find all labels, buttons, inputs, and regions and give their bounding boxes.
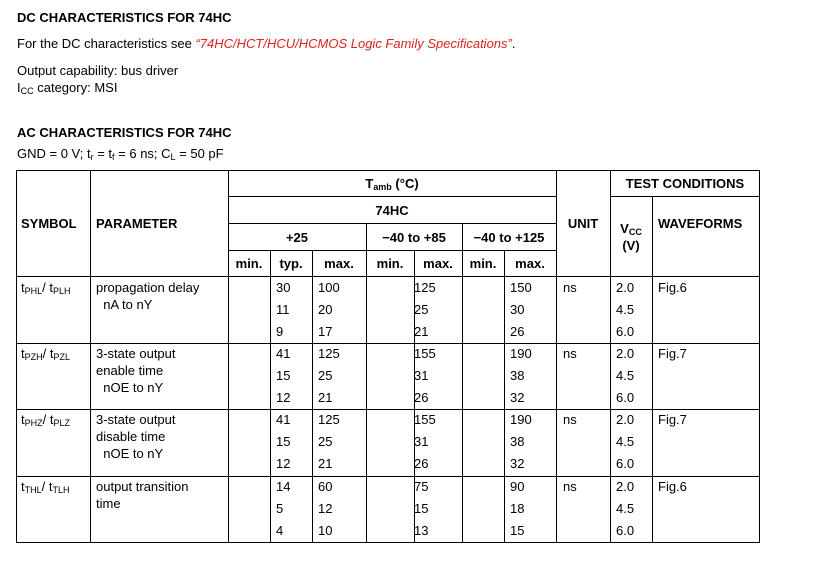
max-85-value: 26 [414,456,429,471]
typ-value: 12 [276,390,291,405]
waveform-ref: Fig.7 [658,346,687,361]
table-border-top [16,170,760,171]
typ-value: 4 [276,523,284,538]
symbol-sym1sub: THL [24,485,42,495]
cond-f: f [112,152,115,162]
symbol-sym1: t [21,479,25,494]
parameter-text: time [96,496,121,511]
rule-row-1 [16,343,760,344]
symbol-sym1sub: PZH [24,352,43,362]
waveform-ref: Fig.6 [658,479,687,494]
max-25-value: 21 [318,456,333,471]
parameter-text: nOE to nY [96,380,164,395]
max-25-value: 25 [318,368,333,383]
max-25-value: 17 [318,324,333,339]
rule-family [228,223,556,224]
symbol-sym1: t [21,346,25,361]
vcc-value: 4.5 [616,434,635,449]
unit-header: UNIT [567,216,599,231]
symbol-sym2: t [49,412,54,427]
symbol-sym1: t [21,412,25,427]
typ-value: 30 [276,280,291,295]
rule-row-2 [16,409,760,410]
vcc-value: 2.0 [616,412,635,427]
vline-min3 [504,250,505,543]
max-25-value: 25 [318,434,333,449]
vcc-value: 4.5 [616,368,635,383]
cond-gnd: GND = 0 V; t [17,146,91,161]
max-25-value: 125 [318,346,340,361]
max-25-value: 125 [318,412,340,427]
parameter-text: nA to nY [96,297,153,312]
max-25-value: 20 [318,302,333,317]
max-25-value: 12 [318,501,333,516]
icc-category [17,80,117,95]
vline-unit [610,170,611,543]
tamb-T: T [365,176,374,191]
ac-heading: AC CHARACTERISTICS FOR 74HC [17,125,232,140]
parameter-text: 3-state output [96,412,176,427]
icc-prefix: I [17,80,21,95]
family-header: 74HC [375,203,409,218]
rule-header-bottom [16,276,760,277]
vcc-V: V [620,221,629,236]
ac-characteristics-table [16,170,760,543]
temp-25-header: +25 [285,230,309,245]
symbol-cell [21,280,71,295]
max-125-value: 32 [510,390,525,405]
unit-value: ns [563,412,577,427]
typ-value: 11 [276,302,290,317]
col-max-125: max. [515,256,545,271]
table-border-bottom [16,542,760,543]
table-border-left [16,170,17,543]
unit-value: ns [563,346,577,361]
max-25-value: 60 [318,479,333,494]
vline-parameter [228,170,229,543]
symbol-header: SYMBOL [21,216,77,231]
symbol-sym2: t [49,346,54,361]
max-85-value: 75 [414,479,429,494]
vcc-header [620,221,642,236]
col-max-85: max. [423,256,453,271]
table-border-right [759,170,760,543]
vcc-value: 6.0 [616,456,635,471]
vcc-value: 6.0 [616,523,635,538]
max-125-value: 18 [510,501,525,516]
col-min-125: min. [469,256,497,271]
max-125-value: 32 [510,456,525,471]
max-25-value: 21 [318,390,333,405]
max-85-value: 21 [414,324,429,339]
max-125-value: 26 [510,324,525,339]
waveforms-header: WAVEFORMS [658,216,743,231]
dc-intro [17,36,515,51]
parameter-text: propagation delay [96,280,200,295]
cond-ns: = 6 ns; C [114,146,171,161]
symbol-sep: / [42,280,50,295]
max-85-value: 15 [414,501,429,516]
max-125-value: 30 [510,302,525,317]
col-max-25: max. [324,256,354,271]
parameter-text: disable time [96,429,166,444]
typ-value: 9 [276,324,284,339]
ac-conditions [17,146,224,161]
tamb-header [365,176,418,191]
vcc-value: 6.0 [616,324,635,339]
symbol-sep: / [41,479,49,494]
symbol-sym1: t [21,280,25,295]
dc-intro-suffix: . [511,36,516,51]
max-85-value: 31 [414,434,429,449]
waveform-ref: Fig.6 [658,280,687,295]
vcc-value: 6.0 [616,390,635,405]
symbol-cell [21,479,70,494]
cond-r: r [90,152,94,162]
parameter-text: enable time [96,363,164,378]
max-125-value: 90 [510,479,525,494]
max-85-value: 26 [414,390,429,405]
vline-tamb-right [556,170,557,543]
vline-typ [312,250,313,543]
symbol-sym2sub: PLZ [53,418,70,428]
max-125-value: 150 [510,280,532,295]
typ-value: 14 [276,479,291,494]
temp-125-header: −40 to +125 [473,230,545,245]
col-min-85: min. [376,256,404,271]
typ-value: 41 [276,346,291,361]
icc-suffix: category: MSI [33,80,118,95]
vline-85 [462,223,463,543]
vline-vcc [652,196,653,543]
max-25-value: 100 [318,280,340,295]
tamb-sub: amb [373,182,392,192]
symbol-sym2sub: TLH [52,485,70,495]
cond-L: L [170,152,176,162]
vcc-value: 4.5 [616,302,635,317]
symbol-sym1sub: PHZ [24,418,43,428]
temp-85-header: −40 to +85 [382,230,446,245]
max-125-value: 38 [510,368,525,383]
symbol-sym1sub: PHL [24,286,43,296]
max-85-value: 25 [414,302,429,317]
vline-symbol [90,170,91,543]
symbol-sym2sub: PLH [53,286,71,296]
symbol-cell [21,412,70,427]
symbol-sep: / [42,412,50,427]
symbol-sym2sub: PZL [53,352,70,362]
vcc-value: 4.5 [616,501,635,516]
rule-tamb [228,196,556,197]
typ-value: 5 [276,501,284,516]
symbol-sym2: t [49,280,53,295]
cond-eq: = t [93,146,113,161]
typ-value: 12 [276,456,291,471]
symbol-sym2: t [48,479,53,494]
vcc-value: 2.0 [616,479,635,494]
max-85-value: 31 [414,368,429,383]
icc-sub: CC [20,86,34,96]
vcc-value: 2.0 [616,280,635,295]
vcc-sub: CC [628,227,642,237]
waveform-ref: Fig.7 [658,412,687,427]
dc-intro-prefix: For the DC characteristics see [17,36,196,51]
max-125-value: 190 [510,346,532,361]
dc-heading: DC CHARACTERISTICS FOR 74HC [17,10,232,25]
vcc-value: 2.0 [616,346,635,361]
max-85-value: 125 [414,280,436,295]
output-capability: Output capability: bus driver [17,63,179,78]
vline-25 [366,223,367,543]
max-85-value: 155 [414,412,436,427]
col-typ-25: typ. [279,256,303,271]
typ-value: 15 [276,434,291,449]
max-25-value: 10 [318,523,333,538]
vcc-unit: (V) [622,238,640,253]
max-125-value: 190 [510,412,532,427]
parameter-text: nOE to nY [96,446,164,461]
test-conditions-header: TEST CONDITIONS [625,176,745,191]
unit-value: ns [563,280,577,295]
unit-value: ns [563,479,577,494]
vline-min1 [270,250,271,543]
rule-temps [228,250,556,251]
symbol-sep: / [42,346,50,361]
col-min-25: min. [235,256,263,271]
typ-value: 41 [276,412,291,427]
tamb-unit: (°C) [391,176,419,191]
typ-value: 15 [276,368,291,383]
spec-reference-link[interactable]: “74HC/HCT/HCU/HCMOS Logic Family Specifications” [195,36,512,51]
parameter-text: 3-state output [96,346,176,361]
rule-test [610,196,760,197]
max-125-value: 38 [510,434,525,449]
max-125-value: 15 [510,523,525,538]
cond-pf: = 50 pF [175,146,224,161]
rule-row-3 [16,476,760,477]
max-85-value: 13 [414,523,429,538]
parameter-text: output transition [96,479,189,494]
parameter-header: PARAMETER [96,216,178,231]
max-85-value: 155 [414,346,436,361]
symbol-cell [21,346,70,361]
